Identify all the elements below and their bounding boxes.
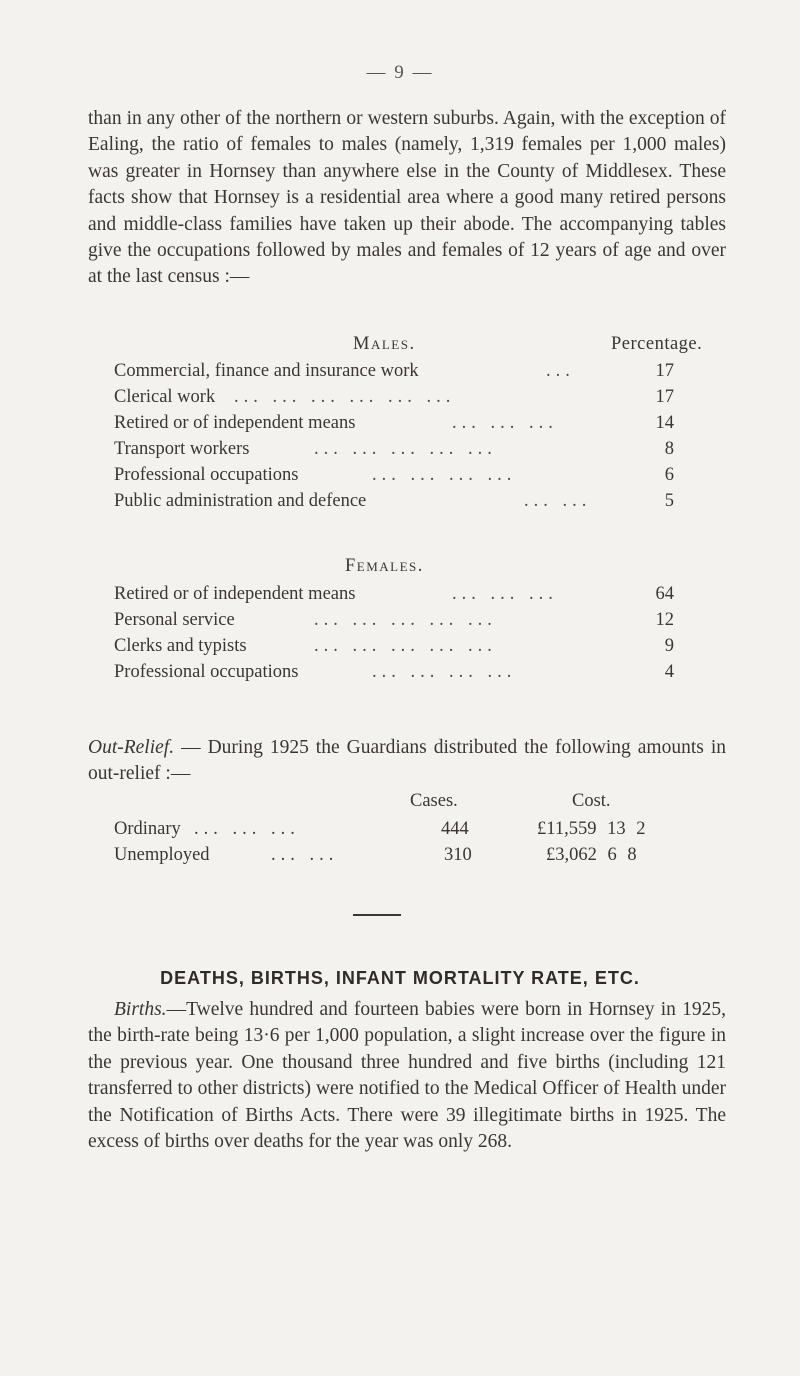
leader-dots: ... ... ... ... ... <box>314 610 497 630</box>
births-paragraph <box>88 997 726 1155</box>
out-relief-title: Out-Relief. <box>88 737 175 758</box>
out-relief-paragraph <box>88 735 726 788</box>
percentage-value: 8 <box>664 439 674 459</box>
section-divider <box>353 914 401 916</box>
occupation-label: Clerical work <box>114 387 216 407</box>
section-heading: DEATHS, BIRTHS, INFANT MORTALITY RATE, ETC. <box>160 968 640 988</box>
percentage-value: 12 <box>655 610 674 630</box>
relief-cases: 444 <box>441 819 469 839</box>
cost-heading: Cost. <box>572 791 611 811</box>
relief-label: Ordinary <box>114 819 181 839</box>
males-row <box>114 491 716 517</box>
leader-dots: ... ... ... ... <box>372 465 517 485</box>
females-heading: Females. <box>345 556 424 576</box>
leader-dots: ... ... <box>524 491 592 511</box>
leader-dots: ... ... ... <box>452 413 558 433</box>
percentage-heading: Percentage. <box>611 334 703 354</box>
males-row <box>114 361 716 387</box>
occupation-label: Retired or of independent means <box>114 584 356 604</box>
out-relief-row <box>114 819 734 845</box>
out-relief-row <box>114 845 734 871</box>
out-relief-text: — During 1925 the Guardians distributed the following amounts in out-relief :— <box>88 737 727 785</box>
occupation-label: Transport workers <box>114 439 250 459</box>
females-row <box>114 584 716 610</box>
percentage-value: 14 <box>655 413 674 433</box>
females-row <box>114 610 716 636</box>
females-row <box>114 662 716 688</box>
percentage-value: 6 <box>664 465 674 485</box>
occupation-label: Commercial, finance and insurance work <box>114 361 419 381</box>
occupation-label: Professional occupations <box>114 465 299 485</box>
leader-dots: ... ... ... ... ... ... <box>234 387 456 407</box>
relief-cost: £11,559 13 2 <box>537 819 646 839</box>
occupation-label: Professional occupations <box>114 662 299 682</box>
occupation-label: Personal service <box>114 610 235 630</box>
percentage-value: 5 <box>664 491 674 511</box>
occupation-label: Public administration and defence <box>114 491 367 511</box>
leader-dots: ... ... <box>271 845 339 865</box>
females-row <box>114 636 716 662</box>
leader-dots: ... ... ... ... ... <box>314 439 497 459</box>
percentage-value: 4 <box>664 662 674 682</box>
intro-paragraph: than in any other of the northern or western suburbs. Again, with the exception of Ealing, the ratio of females to males (namely, 1,319 females per 1,000 males) was greater in Hornsey than anywhere else in the County of Middlesex. These facts show that Hornsey is a residential area where a good many retired persons and middle-class families have taken up their abode. The accompanying tables give the occupations followed by males and females of 12 years of age and over at the last census :— <box>88 108 726 288</box>
births-title: Births. <box>114 999 167 1020</box>
leader-dots: ... ... ... ... <box>372 662 517 682</box>
leader-dots: ... ... ... <box>194 819 300 839</box>
males-row <box>114 413 716 439</box>
males-heading: Males. <box>353 334 416 354</box>
percentage-value: 64 <box>655 584 674 604</box>
leader-dots: ... ... ... <box>452 584 558 604</box>
percentage-value: 17 <box>655 361 674 381</box>
leader-dots: ... <box>546 361 575 381</box>
page-number: — 9 — <box>366 62 434 83</box>
leader-dots: ... ... ... ... ... <box>314 636 497 656</box>
males-row <box>114 439 716 465</box>
relief-cost: £3,062 6 8 <box>546 845 637 865</box>
percentage-value: 9 <box>664 636 674 656</box>
occupation-label: Retired or of independent means <box>114 413 356 433</box>
males-row <box>114 387 716 413</box>
cases-heading: Cases. <box>410 791 458 811</box>
relief-label: Unemployed <box>114 845 210 865</box>
births-text: —Twelve hundred and fourteen babies were born in Hornsey in 1925, the birth-rate being 13·6 per 1,000 population, a slight increase over the figure in the previous year. One thousand three hundred and five births (including 121 transferred to other districts) were notified to the Medical Officer of Health under the Notification of Births Acts. There were 39 illegitimate births in 1925. The excess of births over deaths for the year was only 268. <box>88 999 726 1153</box>
relief-cases: 310 <box>444 845 472 865</box>
percentage-value: 17 <box>655 387 674 407</box>
occupation-label: Clerks and typists <box>114 636 247 656</box>
males-row <box>114 465 716 491</box>
